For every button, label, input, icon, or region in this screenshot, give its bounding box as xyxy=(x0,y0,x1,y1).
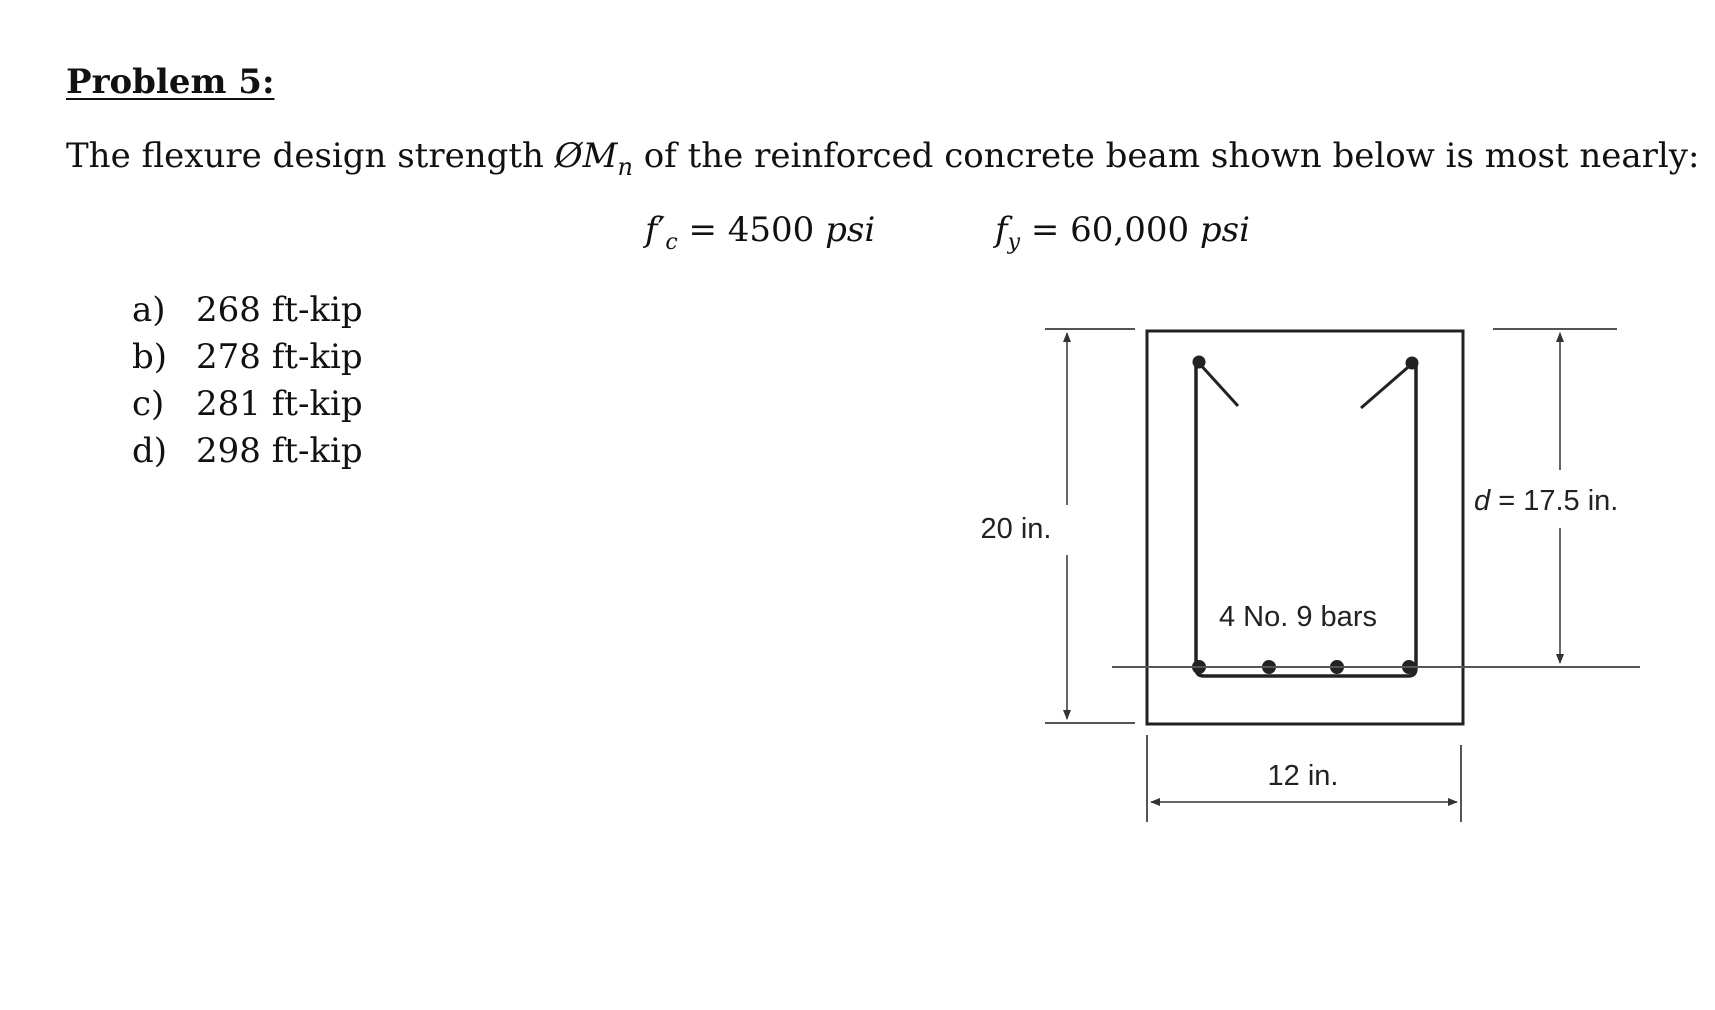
choice-text: 281 ft-kip xyxy=(196,384,363,424)
top-bar-right xyxy=(1406,357,1419,370)
depth-value: = 17.5 in. xyxy=(1490,485,1619,517)
fc-unit: psi xyxy=(825,210,876,250)
fy-subscript: y xyxy=(1007,229,1021,255)
height-label: 20 in. xyxy=(980,513,1052,545)
choice-letter: b) xyxy=(132,337,168,377)
choice-letter: d) xyxy=(132,431,168,471)
fc-value: = 4500 xyxy=(677,210,826,250)
fy-unit: psi xyxy=(1199,210,1251,250)
question-suffix: of the reinforced concrete beam shown below is most nearly: xyxy=(632,136,1700,176)
phi-mn-subscript: n xyxy=(617,152,633,181)
width-label: 12 in. xyxy=(1267,760,1339,792)
depth-label xyxy=(1474,485,1618,517)
depth-symbol: d xyxy=(1474,485,1491,517)
phi-mn-symbol: ØM xyxy=(554,136,618,176)
problem-title: Problem 5: xyxy=(66,62,275,102)
choice-text: 268 ft-kip xyxy=(196,290,363,330)
bars-label: 4 No. 9 bars xyxy=(1219,601,1377,633)
question-prefix: The flexure design strength xyxy=(66,136,555,176)
fy-symbol: f xyxy=(995,210,1008,250)
fc-symbol: f xyxy=(645,210,658,250)
fc-prime: ′ xyxy=(657,210,666,250)
stirrup-hook-right xyxy=(1361,362,1414,408)
choice-text: 298 ft-kip xyxy=(196,431,363,471)
fc-subscript: c xyxy=(665,229,678,255)
top-bar-left xyxy=(1193,356,1206,369)
choice-letter: a) xyxy=(132,290,166,330)
fy-value: = 60,000 xyxy=(1020,210,1200,250)
stirrup-hook-left xyxy=(1198,362,1238,406)
choice-letter: c) xyxy=(132,384,165,424)
choice-text: 278 ft-kip xyxy=(196,337,363,377)
